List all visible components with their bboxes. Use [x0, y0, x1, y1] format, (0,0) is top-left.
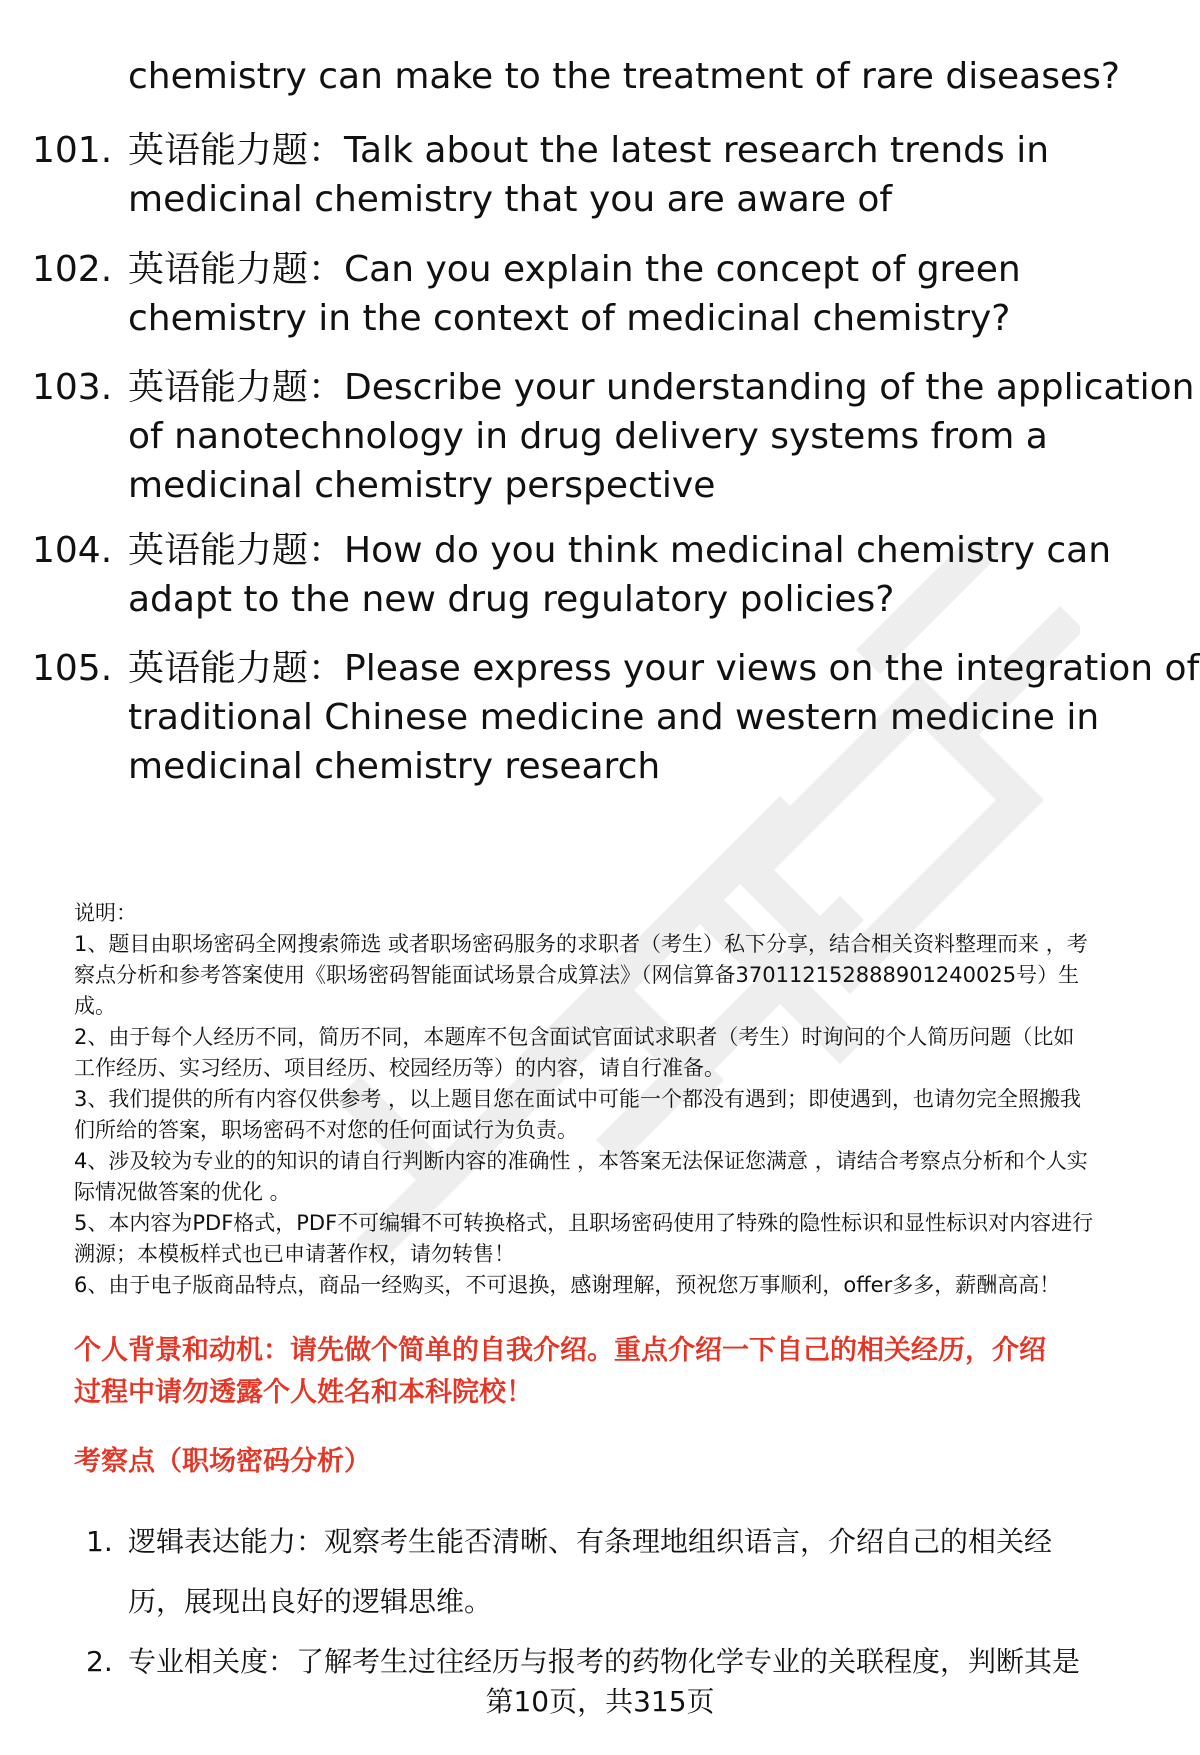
question-line: medicinal chemistry research	[128, 746, 661, 787]
question-line: of nanotechnology in drug delivery systems from a	[128, 416, 1048, 457]
notes-line: 3、我们提供的所有内容仅供参考 ，以上题目您在面试中可能一个都没有遇到；即使遇到，也请勿完全照搬我	[74, 1087, 1082, 1111]
notes-line: 溯源；本模板样式也已申请著作权，请勿转售！	[74, 1242, 515, 1266]
notes-line: 际情况做答案的优化 。	[74, 1180, 291, 1204]
point-line: 逻辑表达能力：观察考生能否清晰、有条理地组织语言，介绍自己的相关经	[128, 1525, 1053, 1558]
notes-line: 1、题目由职场密码全网搜索筛选 或者职场密码服务的求职者（考生）私下分享，结合相关资料整理而来 ，考	[74, 932, 1088, 956]
point-number: 1.	[86, 1525, 113, 1558]
notes-line: 4、涉及较为专业的的知识的请自行判断内容的准确性 ，本答案无法保证您满意 ，请结合考察点分析和个人实	[74, 1149, 1088, 1173]
question-line: chemistry in the context of medicinal chemistry?	[128, 298, 1011, 339]
question-line: medicinal chemistry perspective	[128, 465, 716, 506]
question-number: 104.	[32, 530, 113, 571]
question-number: 101.	[32, 130, 113, 171]
notes-line: 察点分析和参考答案使用《职场密码智能面试场景合成算法》（网信算备370112152888901240025号）生	[74, 963, 1080, 987]
notes-line: 6、由于电子版商品特点，商品一经购买，不可退换，感谢理解，预祝您万事顺利，offer多多，薪酬高高！	[74, 1273, 1061, 1297]
question-line: 英语能力题：Talk about the latest research trends in	[128, 130, 1050, 171]
notes-line: 们所给的答案，职场密码不对您的任何面试行为负责。	[74, 1118, 578, 1142]
notes-title: 说明：	[74, 901, 137, 925]
question-number: 105.	[32, 648, 113, 689]
notes-section	[74, 898, 1164, 1301]
prompt-line: 个人背景和动机：请先做个简单的自我介绍。重点介绍一下自己的相关经历，介绍	[74, 1335, 1046, 1366]
question-line: medicinal chemistry that you are aware of	[128, 179, 893, 220]
question-line: 英语能力题：How do you think medicinal chemistry can	[128, 530, 1112, 571]
point-number: 2.	[86, 1645, 113, 1678]
question-number: 102.	[32, 249, 113, 290]
question-line: adapt to the new drug regulatory policies?	[128, 579, 895, 620]
prompt-line: 过程中请勿透露个人姓名和本科院校！	[74, 1377, 533, 1408]
notes-line: 2、由于每个人经历不同，简历不同，本题库不包含面试官面试求职者（考生）时询问的个人简历问题（比如	[74, 1025, 1075, 1049]
question-line: 英语能力题：Can you explain the concept of green	[128, 249, 1021, 290]
interview-prompt	[74, 1330, 1164, 1414]
question-line: 英语能力题：Describe your understanding of the application	[128, 367, 1195, 408]
point-line: 历，展现出良好的逻辑思维。	[128, 1585, 493, 1618]
question-line: traditional Chinese medicine and western medicine in	[128, 697, 1100, 738]
question-100-continuation: chemistry can make to the treatment of rare diseases?	[128, 56, 1120, 97]
question-line: 英语能力题：Please express your views on the integration of	[128, 648, 1200, 689]
page-footer: 第10页，共315页	[485, 1685, 715, 1718]
notes-line: 工作经历、实习经历、项目经历、校园经历等）的内容，请自行准备。	[74, 1056, 725, 1080]
analysis-heading: 考察点（职场密码分析）	[74, 1446, 371, 1477]
notes-line: 成。	[74, 994, 116, 1018]
point-line: 专业相关度：了解考生过往经历与报考的药物化学专业的关联程度，判断其是	[128, 1645, 1081, 1678]
notes-line: 5、本内容为PDF格式，PDF不可编辑不可转换格式，且职场密码使用了特殊的隐性标识和显性标识对内容进行	[74, 1211, 1094, 1235]
question-number: 103.	[32, 367, 113, 408]
